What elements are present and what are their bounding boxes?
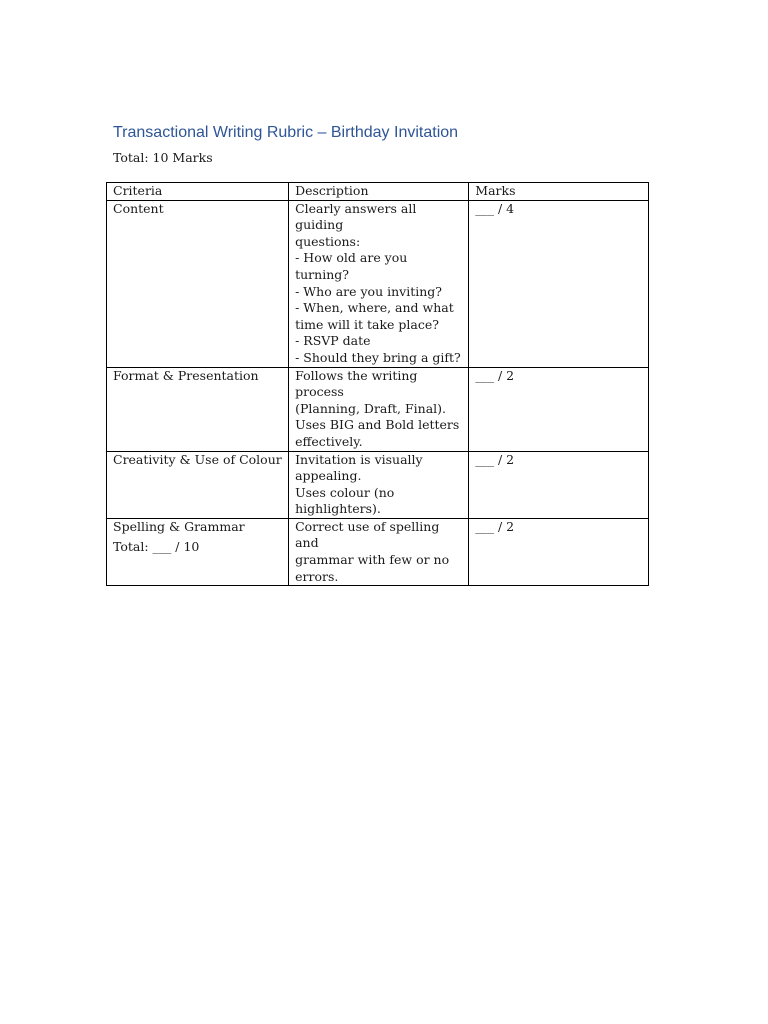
row-marks: ___ / 4	[469, 200, 649, 367]
header-criteria: Criteria	[107, 183, 289, 201]
total-marks-text: Total: 10 Marks	[113, 150, 213, 165]
table-header-row	[107, 183, 649, 201]
description-line: appealing.	[295, 468, 362, 484]
description-line: Clearly answers all guiding	[295, 200, 417, 233]
document-title: Transactional Writing Rubric – Birthday Invitation	[113, 124, 459, 141]
description-line: Invitation is visually	[295, 451, 423, 467]
rubric-table	[106, 182, 649, 586]
row-description	[289, 200, 469, 367]
row-criteria: Creativity & Use of Colour	[107, 451, 289, 518]
table-row	[107, 200, 649, 367]
description-line: - RSVP date	[295, 333, 371, 349]
header-marks: Marks	[469, 183, 649, 201]
description-line: questions:	[295, 233, 361, 249]
description-line: effectively.	[295, 433, 363, 449]
description-line: - Should they bring a gift?	[295, 349, 461, 365]
description-line: grammar with few or no	[295, 552, 450, 568]
row-description	[289, 451, 469, 518]
description-line: highlighters).	[295, 501, 381, 517]
row-criteria: Format & Presentation	[107, 367, 289, 451]
row-marks: ___ / 2	[469, 451, 649, 518]
header-description: Description	[289, 183, 469, 201]
total-score-line: Total: ___ / 10	[113, 539, 200, 554]
description-line: time will it take place?	[295, 316, 439, 332]
row-marks: ___ / 2	[469, 518, 649, 585]
table-row	[107, 451, 649, 518]
description-line: - When, where, and what	[295, 300, 454, 316]
row-description	[289, 518, 469, 585]
description-line: errors.	[295, 568, 339, 584]
description-line: - Who are you inviting?	[295, 283, 442, 299]
table-row	[107, 367, 649, 451]
description-line: Follows the writing process	[295, 367, 418, 400]
row-criteria: Content	[107, 200, 289, 367]
description-line: Uses BIG and Bold letters	[295, 417, 460, 433]
description-line: (Planning, Draft, Final).	[295, 400, 446, 416]
row-criteria: Spelling & Grammar	[107, 518, 289, 585]
description-line: Uses colour (no	[295, 484, 395, 500]
description-line: Correct use of spelling and	[295, 518, 440, 551]
row-description	[289, 367, 469, 451]
description-line: - How old are you turning?	[295, 250, 408, 282]
row-marks: ___ / 2	[469, 367, 649, 451]
